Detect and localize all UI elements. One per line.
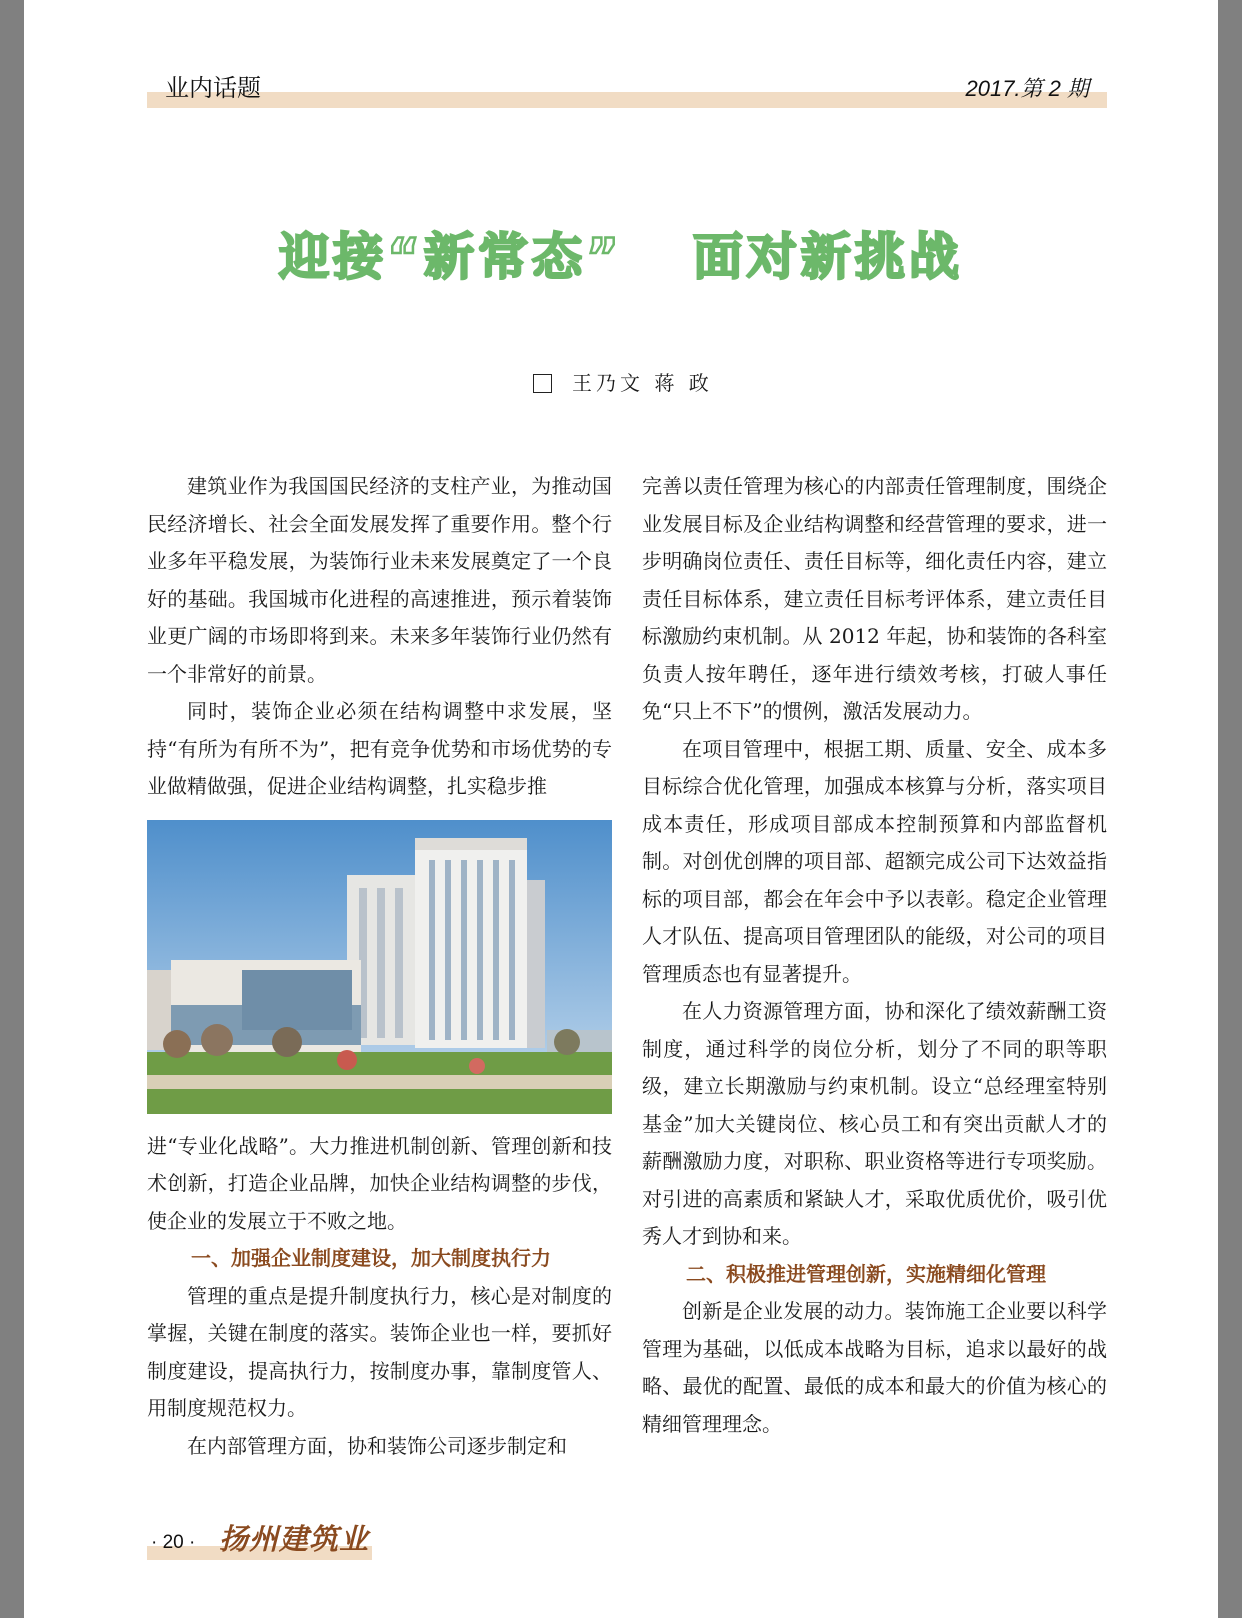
title-part-1: 迎接“新常态” [279, 228, 623, 286]
section-heading-2: 二、积极推进管理创新，实施精细化管理 [686, 1261, 1046, 1286]
section-label: 业内话题 [165, 74, 261, 102]
paragraph: 在内部管理方面，协和装饰公司逐步制定和 [187, 1433, 567, 1458]
paragraph: 在人力资源管理方面，协和深化了绩效薪酬工资制度，通过科学的岗位分析，划分了不同的职等职级，建立长期激励与约束机制。设立“总经理室特别基金”加大关键岗位、核心员工和有突出贡献人才的薪酬激励力度，对职称、职业资格等进行专项奖励。对引进的高素质和紧缺人才，采取优质优价，吸引优秀人才到协和来。 [642, 999, 1107, 1248]
authors: 王乃文 蒋 政 [572, 371, 713, 395]
paragraph-continued: 进“专业化战略”。大力推进机制创新、管理创新和技术创新，打造企业品牌，加快企业结构调整的步伐，使企业的发展立于不败之地。 [147, 1133, 612, 1233]
building-photo [147, 820, 612, 1114]
section-heading-1: 一、加强企业制度建设，加大制度执行力 [191, 1246, 551, 1270]
byline [533, 368, 713, 398]
paragraph-continued: 完善以责任管理为核心的内部责任管理制度，围绕企业发展目标及企业结构调整和经营管理的要求，进一步明确岗位责任、责任目标等，细化责任内容，建立责任目标体系，建立责任目标考评体系，建立责任目标激励约束机制。从 2012 年起，协和装饰的各科室负责人按年聘任，逐年进行绩效考核，打破人事任免“只上不下”的惯例，激活发展动力。 [642, 474, 1107, 723]
page-header [147, 72, 1107, 110]
issue-label: 2017.第 2 期 [965, 76, 1089, 101]
page-number: · 20 · [151, 1532, 196, 1553]
header-band [147, 92, 1107, 108]
right-column [642, 468, 1107, 1443]
paragraph: 建筑业作为我国国民经济的支柱产业，为推动国民经济增长、社会全面发展发挥了重要作用。整个行业多年平稳发展，为装饰行业未来发展奠定了一个良好的基础。我国城市化进程的高速推进，预示着装饰业更广阔的市场即将到来。未来多年装饰行业仍然有一个非常好的前景。 [147, 474, 612, 686]
paragraph: 创新是企业发展的动力。装饰施工企业要以科学管理为基础，以低成本战略为目标，追求以最好的战略、最优的配置、最低的成本和最大的价值为核心的精细管理理念。 [642, 1299, 1107, 1436]
left-column [147, 468, 612, 1465]
page-footer [147, 1522, 372, 1562]
paragraph: 同时，装饰企业必须在结构调整中求发展，坚持“有所为有所不为”，把有竞争优势和市场优势的专业做精做强，促进企业结构调整，扎实稳步推 [147, 699, 612, 798]
title-part-2: 面对新挑战 [692, 228, 963, 286]
masthead-logo: 扬州建筑业 [219, 1522, 370, 1556]
article-title [0, 222, 1242, 292]
paragraph: 管理的重点是提升制度执行力，核心是对制度的掌握，关键在制度的落实。装饰企业也一样，要抓好制度建设，提高执行力，按制度办事，靠制度管人、用制度规范权力。 [147, 1283, 612, 1420]
byline-box-icon [533, 374, 552, 393]
paragraph: 在项目管理中，根据工期、质量、安全、成本多目标综合优化管理，加强成本核算与分析，落实项目成本责任，形成项目部成本控制预算和内部监督机制。对创优创牌的项目部、超额完成公司下达效益指标的项目部，都会在年会中予以表彰。稳定企业管理人才队伍、提高项目管理团队的能级，对公司的项目管理质态也有显著提升。 [642, 736, 1107, 986]
